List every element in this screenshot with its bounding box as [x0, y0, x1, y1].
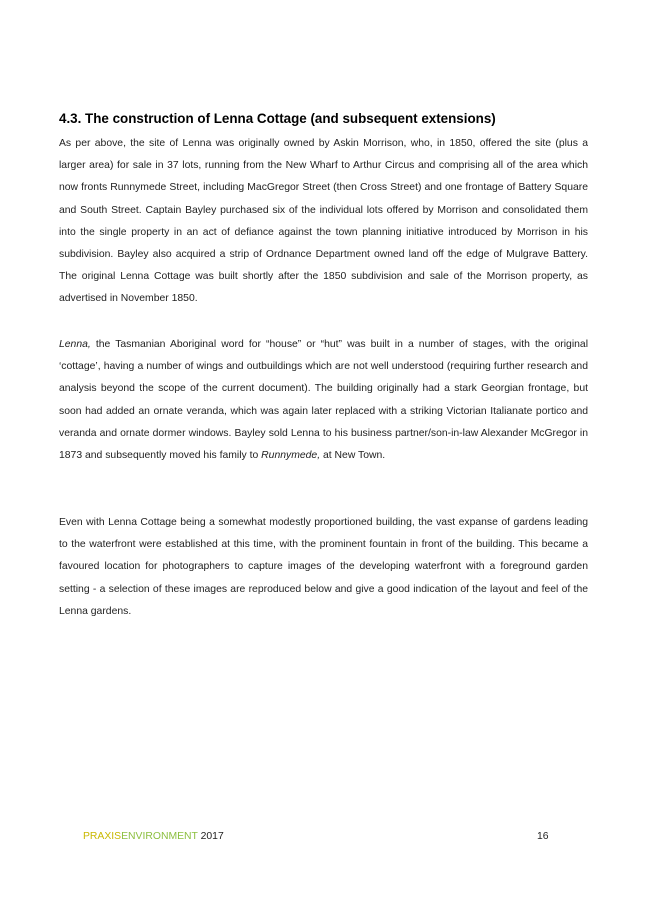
paragraph-lenna-origins [59, 334, 588, 467]
footer-brand [83, 831, 224, 842]
paragraph-lenna-end: at New Town. [320, 450, 386, 462]
page-number: 16 [537, 831, 549, 842]
italic-lenna: Lenna, [59, 339, 91, 350]
italic-runnymede: Runnymede, [261, 450, 321, 462]
footer-brand-praxis: PRAXIS [83, 831, 122, 842]
section-heading: 4.3. The construction of Lenna Cottage (and subsequent extensions) [59, 111, 496, 126]
paragraph-site-history: As per above, the site of Lenna was originally owned by Askin Morrison, who, in 1850, offered the site (plus a larger area) for sale in 37 lots, running from the New Wharf to Arthur Circus and comprising all of the area which now fronts Runnymede Street, including MacGregor Street (then Cross Street) and one frontage of Battery Square and South Street. Captain Bayley purchased six of the individual lots offered by Morrison and consolidated them into the single property in an act of defiance against the town planning initiative introduced by Morrison in his subdivision. Bayley also acquired a strip of Ordnance Department owned land off the edge of Mulgrave Battery. The original Lenna Cottage was built shortly after the 1850 subdivision and sale of the Morrison property, as advertised in November 1850. [59, 138, 588, 305]
footer-brand-environment: ENVIRONMENT [121, 831, 198, 842]
paragraph-lenna-text: the Tasmanian Aboriginal word for “house” or “hut” was built in a number of stages, with the original ‘cottage’, having a number of wings and outbuildings which are not well understood (requiring further research and analysis beyond the scope of the current document). The building originally had a stark Georgian frontage, but soon had added an ornate veranda, which was again later replaced with a striking Victorian Italianate portico and veranda and ornate dormer windows. Bayley sold Lenna to his business partner/son-in-law Alexander McGregor in 1873 and subsequently moved his family to [59, 339, 588, 462]
footer-year: 2017 [197, 831, 224, 842]
paragraph-gardens: Even with Lenna Cottage being a somewhat modestly proportioned building, the vast expanse of gardens leading to the waterfront were established at this time, with the prominent fountain in front of the building. This became a favoured location for photographers to capture images of the developing waterfront with a foreground garden setting - a selection of these images are reproduced below and give a good indication of the layout and feel of the Lenna gardens. [59, 517, 588, 617]
